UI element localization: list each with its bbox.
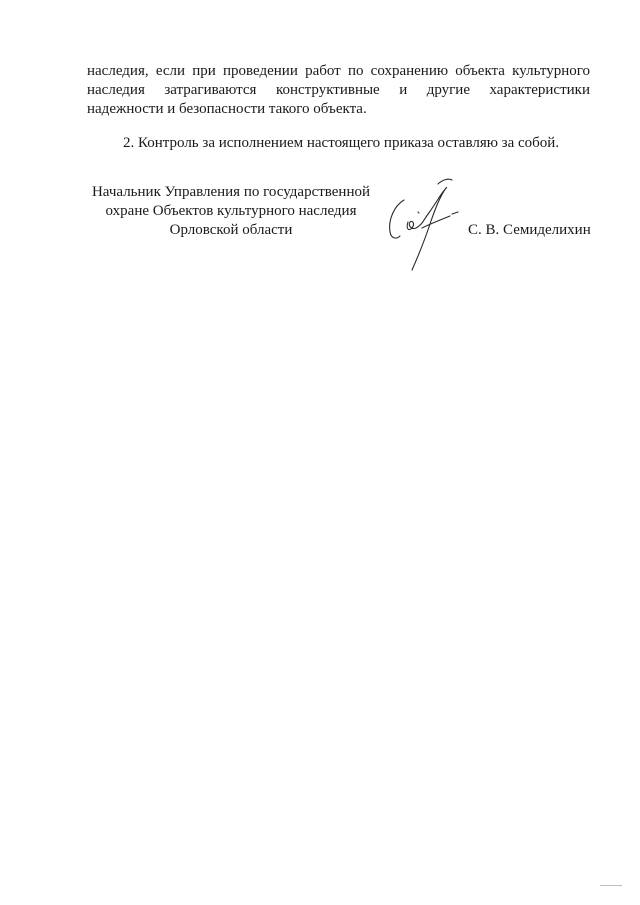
signer-name: С. В. Семиделихин	[468, 222, 591, 238]
signature-icon	[378, 176, 478, 274]
numbered-paragraph: 2. Контроль за исполнением настоящего приказа оставляю за собой.	[123, 135, 560, 151]
scan-edge-mark	[600, 885, 622, 886]
signatory-position	[86, 183, 376, 240]
position-line-3: Орловской области	[169, 222, 293, 238]
document-body	[87, 62, 590, 119]
continued-paragraph: наследия, если при проведении работ по сохранению объекта культурного наследия затрагиваются конструктивные и другие характеристики надежности и безопасности такого объекта.	[87, 63, 590, 117]
position-line-2: охране Объектов культурного наследия	[105, 203, 357, 219]
position-line-1: Начальник Управления по государственной	[91, 184, 371, 200]
